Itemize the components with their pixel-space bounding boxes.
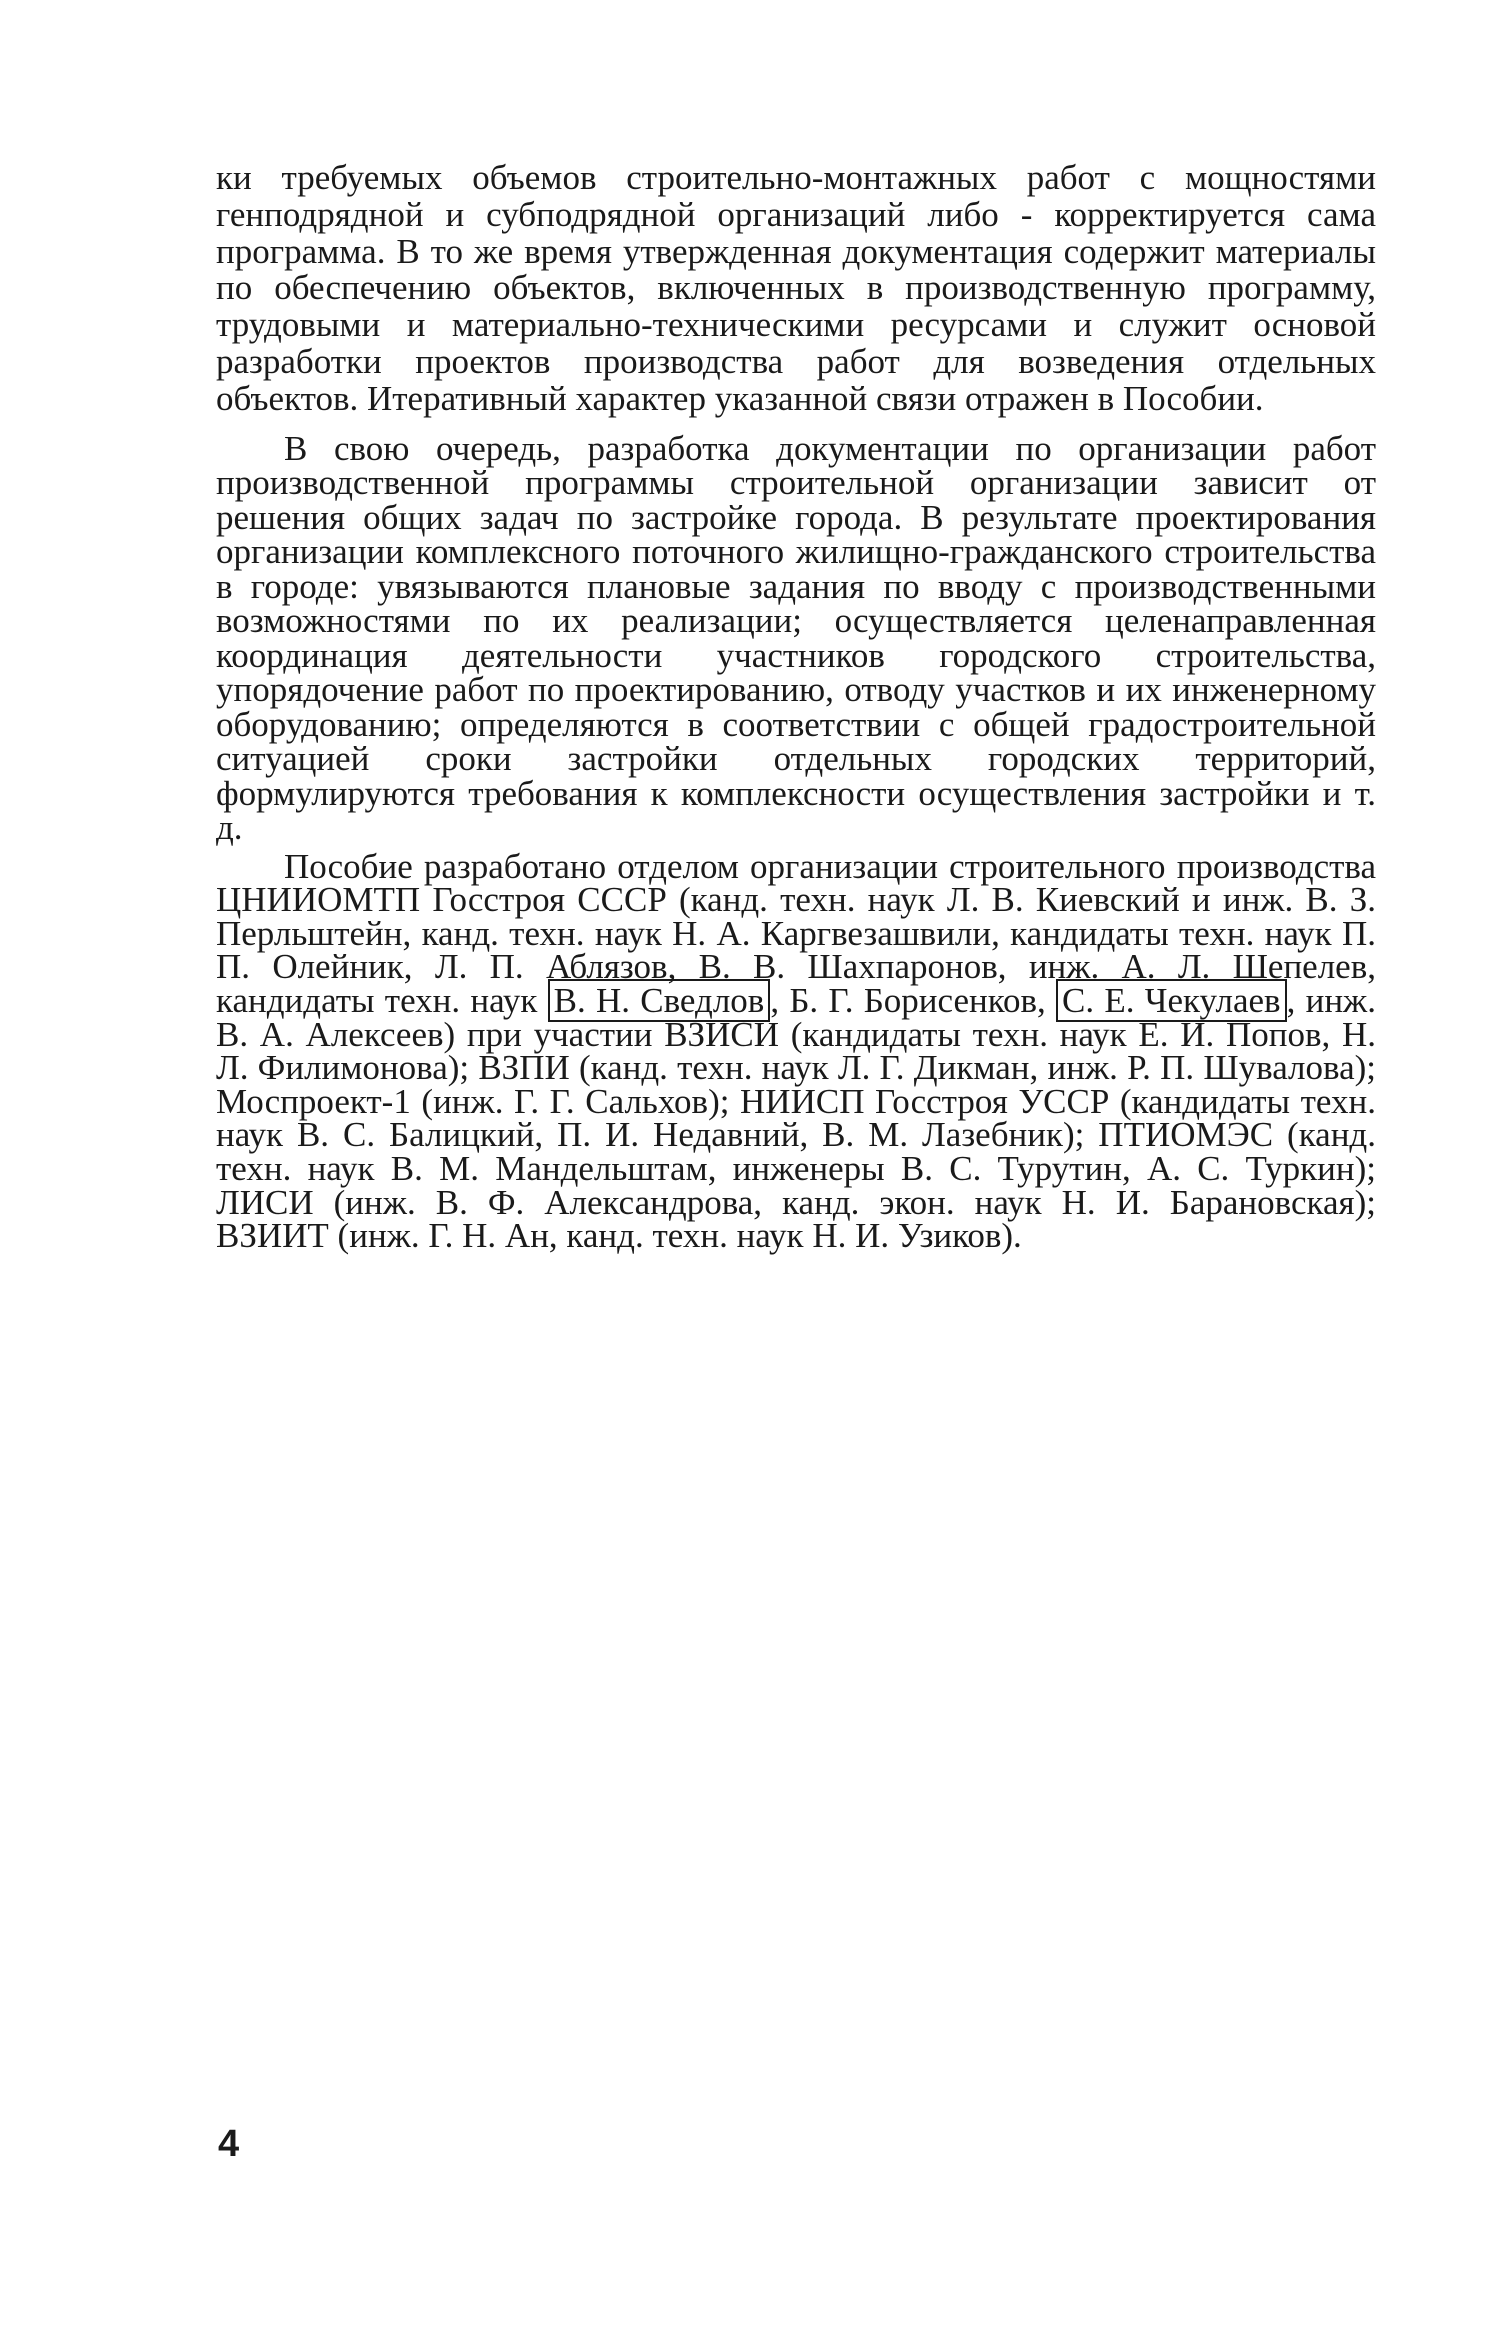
paragraph-program-correction: ки требуемых объемов строительно-монтажных работ с мощностями генподрядной и субподрядной организаций либо - корректируется сама программа. В то же время утвержденная документация содержит материалы по обеспечению объектов, включенных в производственную программу, трудовыми и материально-техническими ресурсами и служит основой разработки проектов производства работ для возведения отдельных объектов. Итеративный характер указанной связи отражен в Пособии. — [216, 158, 1376, 418]
credits-text-end: , инж. В. А. Алексеев) при участии ВЗИСИ (кандидаты техн. наук Е. И. Попов, Н. Л. Филимонова); ВЗПИ (канд. техн. наук Л. Г. Дикман, инж. Р. П. Шувалова); Моспроект-1 (инж. Г. Г. Сальхов); НИИСП Госстроя УССР (кандидаты техн. наук В. С. Балицкий, П. И. Недавний, В. М. Лазебник); ПТИОМЭС (канд. техн. наук В. М. Мандельштам, инженеры В. С. Турутин, А. С. Туркин); ЛИСИ (инж. В. Ф. Александрова, канд. экон. наук Н. И. Барановская); ВЗИИТ (инж. Г. Н. Ан, канд. техн. наук Н. И. Узиков). — [216, 980, 1376, 1256]
page-number: 4 — [218, 2123, 240, 2165]
credits-text-middle: , Б. Г. Борисенков, — [770, 980, 1057, 1020]
paragraph-city-development: В свою очередь, разработка документации по организации работ производственной программы строительной организации зависит от решения общих задач по застройке города. В результате проектирования организации комплексного поточного жилищно-гражданского строительства в городе: увязываются плановые задания по вводу с производственными возможностями по их реализации; осуществляется целенаправленная координация деятельности участников городского строительства, упорядочение работ по проектированию, отводу участков и их инженерному оборудованию; определяются в соответствии с общей градостроительной ситуацией сроки застройки отдельных городских территорий, формулируются требования к комплексности осуществления застройки и т. д. — [216, 428, 1376, 848]
document-page — [216, 158, 1376, 1256]
credits-text-start: Пособие разработано отделом организации строительного производства ЦНИИОМТП Госстроя СССР (канд. техн. наук Л. В. Киевский и инж. В. З. Перльштейн, канд. техн. наук Н. А. Каргвезашвили, кандидаты техн. наук П. П. Олейник, Л. П. Аблязов, В. В. Шахпаронов, инж. А. Л. Шепелев, кандидаты техн. наук — [216, 846, 1376, 1020]
paragraph-credits — [216, 846, 1376, 1256]
boxed-name-1: В. Н. Сведлов — [548, 979, 771, 1022]
boxed-name-2: С. Е. Чекулаев — [1056, 979, 1287, 1022]
